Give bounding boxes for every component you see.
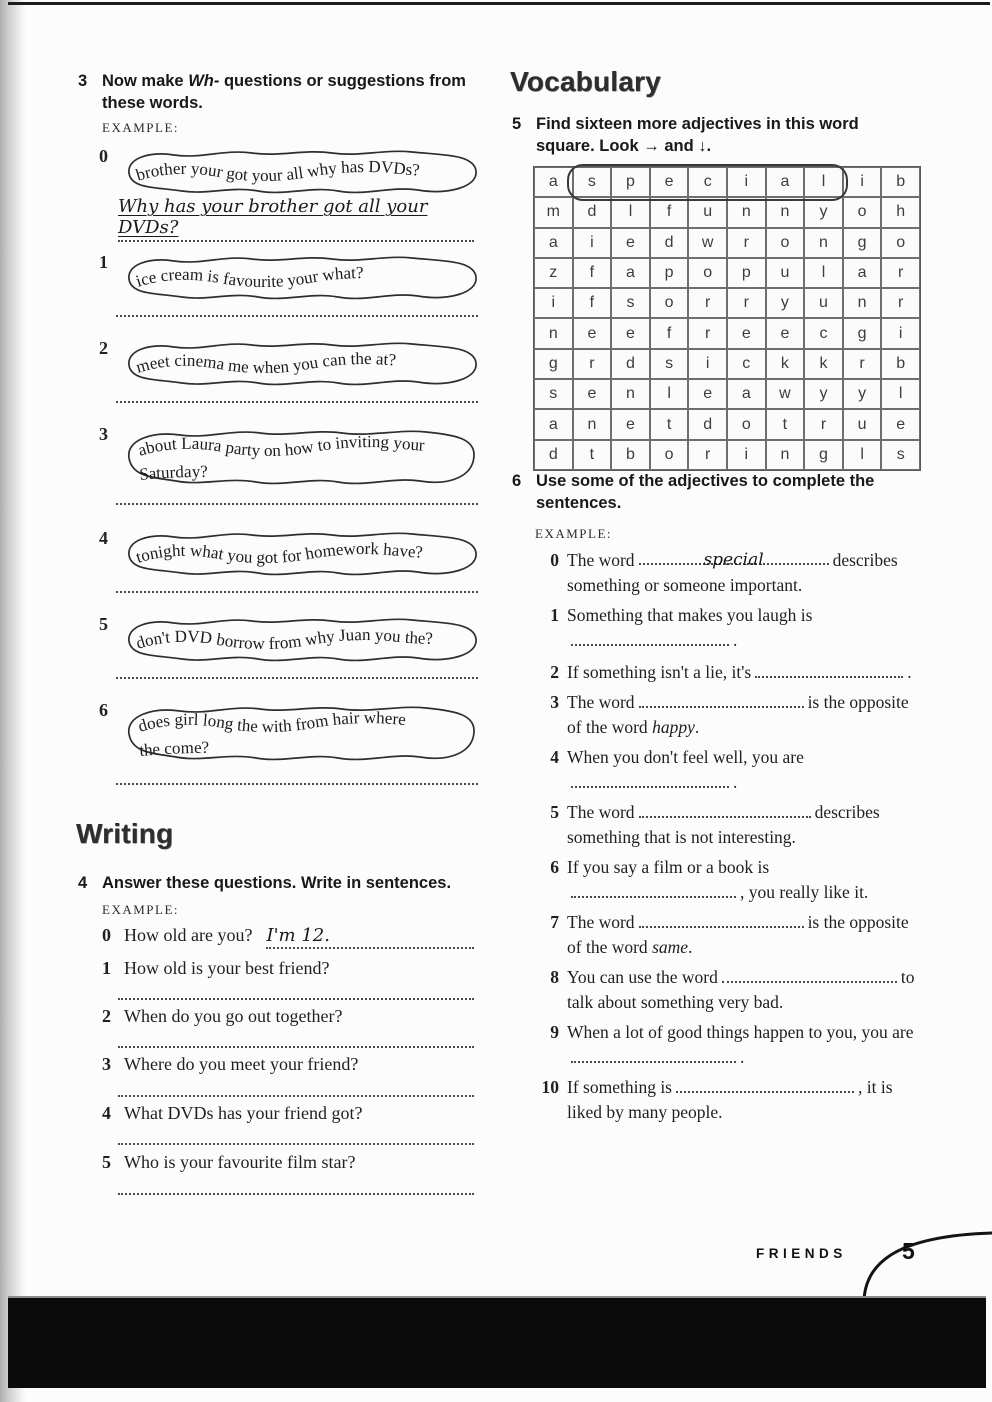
exercise4-heading [78, 872, 478, 894]
word-square-cell: p [611, 167, 650, 197]
bubble-number: 2 [99, 338, 108, 358]
word-square-cell: a [534, 228, 573, 258]
word-square-cell: k [766, 349, 805, 379]
vocab-sentence: 4 When you don't feel well, you are. [535, 745, 920, 795]
item-number: 7 [550, 912, 559, 932]
word-square-cell: d [650, 228, 689, 258]
bubble-number: 1 [99, 252, 108, 272]
question-text: What DVDs has your friend got? [124, 1103, 363, 1123]
vocab-sentence: 8 You can use the word to talk about something very bad. [535, 965, 920, 1015]
answer-blank [639, 548, 829, 570]
question-text: How old are you? [124, 925, 253, 945]
vocab-sentence: 0 The word special describes something or someone important. [535, 548, 920, 598]
word-square-cell: c [804, 318, 843, 348]
exercise4-title: Answer these questions. Write in sentences. [102, 874, 452, 892]
word-square-cell: a [843, 258, 882, 288]
word-square-cell: d [573, 197, 612, 227]
question-text: Who is your favourite film star? [124, 1152, 356, 1172]
word-square-cell: r [573, 349, 612, 379]
exercise3-number: 3 [78, 72, 88, 90]
exercise6-number: 6 [512, 472, 522, 490]
word-square-cell: n [727, 197, 766, 227]
answer-line [118, 1128, 474, 1145]
word-square-cell: w [688, 228, 727, 258]
answer-line [118, 1178, 474, 1195]
exercise6-heading [512, 470, 890, 515]
word-square-cell: p [650, 258, 689, 288]
vocab-sentence: 2 If something isn't a lie, it's . [535, 660, 920, 685]
word-square-cell: y [766, 288, 805, 318]
item-number: 10 [541, 1077, 559, 1097]
word-square-cell: l [611, 197, 650, 227]
word-square-cell: r [727, 288, 766, 318]
word-square-cell: u [766, 258, 805, 288]
item-number: 4 [102, 1103, 111, 1123]
word-square-cell: f [650, 318, 689, 348]
handwritten-answer: special [703, 550, 764, 570]
word-square-cell: d [534, 440, 573, 470]
word-square-cell: y [804, 379, 843, 409]
bubble-number: 3 [99, 424, 108, 444]
word-square-row [534, 197, 920, 227]
vocab-sentence: 1 Something that makes you laugh is. [535, 603, 920, 653]
word-square-cell: g [534, 349, 573, 379]
word-square-cell: o [727, 409, 766, 439]
word-square-cell: y [804, 197, 843, 227]
bubble-text: brother your got your all why has DVDs? [133, 157, 421, 186]
word-square-cell: e [611, 228, 650, 258]
vocab-sentence: 9 When a lot of good things happen to you, you are. [535, 1020, 920, 1070]
bubble-text: don't DVD borrow from why Juan you the? [133, 625, 433, 654]
exercise5-title: Find sixteen more adjectives in this word square. Look → and ↓. [536, 115, 859, 156]
answer-blank [676, 1076, 854, 1093]
word-square-cell: a [611, 258, 650, 288]
item-number: 8 [550, 967, 559, 987]
word-square-cell: d [611, 349, 650, 379]
word-square-cell: i [573, 228, 612, 258]
vocab-sentence: 5 The word describes something that is not interesting. [535, 800, 920, 850]
answer-line [118, 983, 474, 1000]
page-number: 5 [902, 1238, 915, 1264]
exercise5-number: 5 [512, 115, 522, 133]
word-square-cell: n [843, 288, 882, 318]
word-square-cell: n [611, 379, 650, 409]
question-text: Where do you meet your friend? [124, 1054, 359, 1074]
word-square-cell: z [534, 258, 573, 288]
word-square-cell: u [804, 288, 843, 318]
word-square-cell: n [573, 409, 612, 439]
word-square-row [534, 228, 920, 258]
exercise4-example-label: EXAMPLE: [102, 902, 179, 917]
word-square-cell: i [534, 288, 573, 318]
exercise3-title: Now make Wh- questions or suggestions from these words. [102, 72, 466, 113]
word-square-cell: o [843, 197, 882, 227]
word-square-cell: l [804, 258, 843, 288]
word-square-cell: e [573, 318, 612, 348]
writing-question [102, 1151, 355, 1174]
item-number: 0 [550, 550, 559, 570]
word-square-cell: r [727, 228, 766, 258]
word-square-cell: e [688, 379, 727, 409]
writing-question [102, 1053, 358, 1076]
word-square-cell: o [650, 288, 689, 318]
word-square-cell: l [804, 167, 843, 197]
word-square-cell: d [688, 409, 727, 439]
word-square-cell: s [611, 288, 650, 318]
answer-blank [722, 966, 897, 983]
word-square [533, 166, 921, 471]
word-square-cell: i [843, 167, 882, 197]
word-square-cell: r [881, 288, 920, 318]
word-square-cell: o [650, 440, 689, 470]
exercise4-number: 4 [78, 874, 88, 892]
answer-line [116, 662, 478, 679]
word-square-cell: h [881, 197, 920, 227]
page-number-tab-curve [856, 1220, 992, 1300]
handwritten-answer: Why has your brother got all your DVDs? [118, 196, 428, 238]
item-number: 1 [550, 605, 559, 625]
word-square-cell: u [688, 197, 727, 227]
bubble-number: 4 [99, 528, 108, 548]
writing-heading: Writing [76, 818, 174, 849]
word-square-cell: o [766, 228, 805, 258]
vocab-sentence: 7 The word is the opposite of the word same. [535, 910, 920, 960]
answer-blank [571, 771, 729, 788]
word-square-cell: f [650, 197, 689, 227]
word-square-row [534, 379, 920, 409]
word-square-cell: o [881, 228, 920, 258]
bubble-text: the come? [138, 737, 210, 760]
item-number: 3 [550, 692, 559, 712]
item-number: 6 [550, 857, 559, 877]
word-square-row [534, 349, 920, 379]
word-square-cell: l [843, 440, 882, 470]
word-square-cell: e [611, 318, 650, 348]
word-square-cell: a [534, 409, 573, 439]
item-number: 5 [550, 802, 559, 822]
item-number: 1 [102, 958, 111, 978]
answer-line [118, 1031, 474, 1048]
word-square-cell: i [688, 349, 727, 379]
footer-section-label: FRIENDS [756, 1246, 847, 1261]
word-square-cell: l [650, 379, 689, 409]
answer-blank [639, 911, 804, 928]
word-square-cell: g [804, 440, 843, 470]
bubble-text: Saturday? [138, 461, 208, 484]
word-square-cell: s [881, 440, 920, 470]
word-square-cell: e [881, 409, 920, 439]
word-square-row [534, 288, 920, 318]
word-square-cell: s [534, 379, 573, 409]
vocab-sentence: 6 If you say a film or a book is, you really like it. [535, 855, 920, 905]
word-square-row [534, 318, 920, 348]
answer-blank [571, 1046, 736, 1063]
word-square-cell: g [843, 318, 882, 348]
word-square-cell: l [881, 379, 920, 409]
answer-line [116, 488, 478, 505]
bubble-number: 0 [99, 146, 108, 166]
word-square-cell: f [573, 288, 612, 318]
example-answer [118, 196, 474, 242]
writing-question [102, 1005, 342, 1028]
answer-blank [639, 691, 804, 708]
handwritten-answer: I'm 12. [266, 925, 330, 946]
word-square-cell: r [804, 409, 843, 439]
word-square-cell: y [843, 379, 882, 409]
word-square-cell: n [534, 318, 573, 348]
item-number: 0 [102, 925, 111, 945]
word-bubble [112, 698, 487, 772]
writing-question [102, 957, 329, 980]
question-text: How old is your best friend? [124, 958, 330, 978]
word-square-row [534, 440, 920, 470]
word-square-cell: a [727, 379, 766, 409]
word-square-cell: m [534, 197, 573, 227]
answer-line [116, 300, 478, 317]
word-bubble [112, 422, 487, 496]
word-square-cell: e [650, 167, 689, 197]
item-number: 4 [550, 747, 559, 767]
word-square-cell: t [650, 409, 689, 439]
answer-blank [639, 801, 811, 818]
vocabulary-heading: Vocabulary [510, 66, 661, 97]
item-number: 9 [550, 1022, 559, 1042]
answer-line [116, 576, 478, 593]
item-number: 2 [102, 1006, 111, 1026]
word-square-cell: n [804, 228, 843, 258]
bubble-text: ice cream is favourite your what? [133, 263, 364, 292]
answer-blank [755, 661, 903, 678]
top-rule [8, 2, 990, 5]
example-answer [266, 924, 474, 949]
word-square-cell: a [534, 167, 573, 197]
word-square-row [534, 258, 920, 288]
vocab-sentence: 3 The word is the opposite of the word happy. [535, 690, 920, 740]
word-square-cell: b [881, 349, 920, 379]
word-square-cell: g [843, 228, 882, 258]
bubble-number: 5 [99, 614, 108, 634]
item-number: 5 [102, 1152, 111, 1172]
word-square-cell: s [573, 167, 612, 197]
word-square-cell: e [766, 318, 805, 348]
word-square-cell: r [688, 440, 727, 470]
bubble-text: tonight what you got for homework have? [133, 539, 424, 568]
answer-blank [571, 629, 729, 646]
exercise6-example-label: EXAMPLE: [535, 526, 612, 541]
word-square-cell: c [688, 167, 727, 197]
word-square-cell: e [611, 409, 650, 439]
bubble-text: does girl long the with from hair where [135, 708, 407, 737]
word-square-row [534, 167, 920, 197]
vocab-sentence: 10 If something is , it is liked by many people. [535, 1075, 920, 1125]
item-number: 2 [550, 662, 559, 682]
word-square-cell: u [843, 409, 882, 439]
answer-line [116, 768, 478, 785]
book-spine-shadow [0, 0, 26, 1402]
exercise3-example-label: EXAMPLE: [102, 120, 179, 135]
word-square-cell: i [727, 440, 766, 470]
word-square-cell: r [688, 318, 727, 348]
answer-line [116, 386, 478, 403]
word-square-cell: k [804, 349, 843, 379]
word-square-cell: e [573, 379, 612, 409]
word-square-cell: p [727, 258, 766, 288]
exercise5-heading [512, 113, 880, 158]
bubble-number: 6 [99, 700, 108, 720]
bottom-black-bar [8, 1296, 986, 1388]
bubble-text: about Laura party on how to inviting your [135, 432, 425, 461]
word-square-cell: a [766, 167, 805, 197]
word-square-row [534, 409, 920, 439]
answer-line [118, 1080, 474, 1097]
exercise3-heading [78, 70, 474, 115]
word-square-cell: t [573, 440, 612, 470]
writing-question [102, 1102, 362, 1125]
word-square-cell: i [727, 167, 766, 197]
word-square-cell: e [727, 318, 766, 348]
word-square-cell: o [688, 258, 727, 288]
word-square-cell: n [766, 440, 805, 470]
item-number: 3 [102, 1054, 111, 1074]
word-square-cell: w [766, 379, 805, 409]
answer-blank [571, 881, 736, 898]
exercise6-title: Use some of the adjectives to complete the sentences. [536, 472, 875, 513]
word-square-cell: r [688, 288, 727, 318]
word-square-cell: s [650, 349, 689, 379]
word-bubble [112, 144, 487, 202]
word-square-cell: b [611, 440, 650, 470]
word-square-cell: c [727, 349, 766, 379]
word-square-cell: t [766, 409, 805, 439]
word-square-cell: r [843, 349, 882, 379]
word-square-cell: n [766, 197, 805, 227]
word-square-cell: r [881, 258, 920, 288]
question-text: When do you go out together? [124, 1006, 343, 1026]
bubble-text: meet cinema me when you can the at? [133, 349, 397, 378]
word-square-cell: b [881, 167, 920, 197]
word-square-cell: i [881, 318, 920, 348]
writing-example-row [102, 924, 474, 949]
word-square-cell: f [573, 258, 612, 288]
